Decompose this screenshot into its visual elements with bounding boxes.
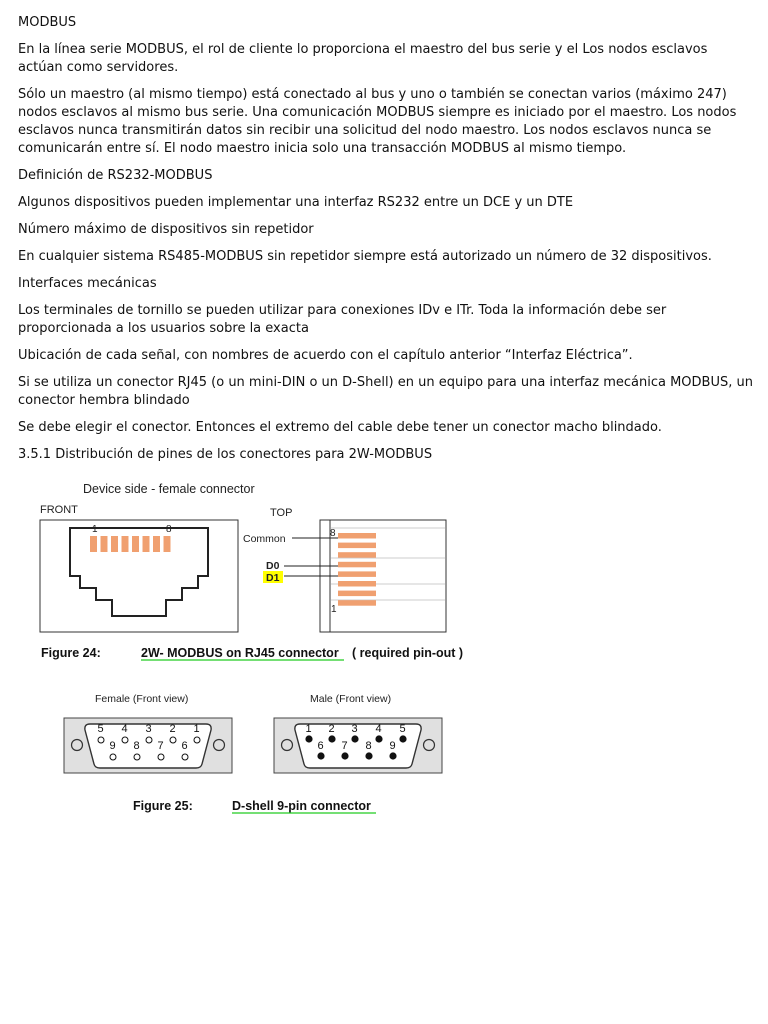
female-pin: [98, 737, 104, 743]
rj45-side-pin: [338, 600, 376, 606]
paragraph-section-heading: 3.5.1 Distribución de pines de los conectores para 2W-MODBUS: [18, 447, 433, 462]
figure-24-note: ( required pin-out ): [352, 646, 464, 660]
female-pin-label: 6: [181, 740, 188, 752]
figure-24-heading: Device side - female connector: [83, 482, 255, 496]
male-pin-label: 1: [305, 723, 312, 735]
rj45-side-pin: [338, 543, 376, 549]
female-pin-label: 4: [121, 723, 128, 735]
paragraph-signal-location: Ubicación de cada señal, con nombres de acuerdo con el capítulo anterior “Interfaz Eléctrica”.: [18, 348, 633, 363]
male-pin-label: 7: [341, 740, 348, 752]
figure-25-number: Figure 25:: [133, 799, 193, 813]
male-pin: [375, 735, 382, 742]
paragraph-terminals: Los terminales de tornillo se pueden utilizar para conexiones IDv e ITr. Toda la información debe ser proporcionada a los usuarios sobre la exacta: [18, 303, 667, 336]
female-pin-label: 9: [109, 740, 116, 752]
male-pin: [351, 735, 358, 742]
paragraph-title: MODBUS: [18, 15, 77, 30]
figure-25-title: D-shell 9-pin connector: [232, 799, 371, 813]
rj45-front-pin: [153, 536, 160, 552]
figure-25-dshell: [60, 688, 450, 818]
female-pin: [170, 737, 176, 743]
rj45-side-pin: [338, 533, 376, 539]
male-pin-label: 5: [399, 723, 406, 735]
rj45-side-pins: [338, 533, 376, 606]
paragraph-rs232: Algunos dispositivos pueden implementar una interfaz RS232 entre un DCE y un DTE: [18, 195, 574, 210]
d0-label: D0: [266, 560, 280, 572]
male-view-label: Male (Front view): [310, 693, 392, 705]
paragraph-roles: En la línea serie MODBUS, el rol de cliente lo proporciona el maestro del bus serie y el Los nodos esclavos actúan como servidores.: [18, 42, 708, 75]
male-pin-label: 4: [375, 723, 382, 735]
female-pin: [122, 737, 128, 743]
rj45-pin8-label: 8: [166, 524, 172, 535]
female-pin: [182, 754, 188, 760]
male-pin: [399, 735, 406, 742]
male-pin-label: 6: [317, 740, 324, 752]
female-pin-label: 2: [169, 723, 176, 735]
rj45-front-pins: [90, 536, 171, 552]
paragraph-master: Sólo un maestro (al mismo tiempo) está conectado al bus y uno o también se conectan varios (máximo 247) nodos esclavos al mismo bus serie. Una comunicación MODBUS siempre es iniciado por el maestro. Los nodos esclavos nunca transmitirán datos sin recibir una solicitud del nodo maestro. Los nodos esclavos nunca se comunicarán entre sí. El nodo maestro inicia solo una transacción MODBUS al mismo tiempo.: [18, 87, 737, 156]
female-pin: [146, 737, 152, 743]
rj45-side-pin: [338, 581, 376, 587]
paragraph-max-devices: En cualquier sistema RS485-MODBUS sin repetidor siempre está autorizado un número de 32 dispositivos.: [18, 249, 712, 264]
male-pin: [341, 752, 348, 759]
rj45-front-pin: [132, 536, 139, 552]
female-view-label: Female (Front view): [95, 693, 189, 705]
female-pin: [194, 737, 200, 743]
paragraph-max-devices-heading: Número máximo de dispositivos sin repetidor: [18, 222, 314, 237]
rj45-front-pin: [101, 536, 108, 552]
rj45-side-pin: [338, 562, 376, 568]
female-pin: [134, 754, 140, 760]
rj45-front-pin: [111, 536, 118, 552]
female-pin: [110, 754, 116, 760]
male-pin: [305, 735, 312, 742]
figure-24-rj45: [30, 476, 490, 666]
paragraph-rj45: Si se utiliza un conector RJ45 (o un mini-DIN o un D-Shell) en un equipo para una interfaz mecánica MODBUS, un conector hembra blindado: [18, 375, 753, 408]
document-body: [18, 14, 753, 473]
rj45-pin1-label: 1: [92, 524, 98, 535]
male-pin-label: 8: [365, 740, 372, 752]
figure-24-number: Figure 24:: [41, 646, 101, 660]
male-pin: [317, 752, 324, 759]
front-label: FRONT: [40, 504, 78, 516]
figure-24-title: 2W- MODBUS on RJ45 connector: [141, 646, 339, 660]
male-pin: [389, 752, 396, 759]
female-pin-label: 3: [145, 723, 152, 735]
paragraph-rs232-heading: Definición de RS232-MODBUS: [18, 168, 213, 183]
side-pin8-label: 8: [330, 528, 336, 539]
rj45-front-pin: [143, 536, 150, 552]
male-pin: [365, 752, 372, 759]
male-pin-label: 3: [351, 723, 358, 735]
female-pin: [158, 754, 164, 760]
rj45-side-pin: [338, 571, 376, 577]
female-pin-label: 8: [133, 740, 140, 752]
male-pin: [328, 735, 335, 742]
rj45-side-pin: [338, 552, 376, 558]
female-pin-label: 5: [97, 723, 104, 735]
female-pin-label: 1: [193, 723, 200, 735]
male-pin-label: 2: [328, 723, 335, 735]
common-label: Common: [243, 533, 286, 545]
rj45-side-pin: [338, 591, 376, 597]
rj45-front-pin: [90, 536, 97, 552]
rj45-front-pin: [164, 536, 171, 552]
side-pin1-label: 1: [331, 604, 337, 615]
male-pin-label: 9: [389, 740, 396, 752]
paragraph-mechanical-heading: Interfaces mecánicas: [18, 276, 157, 291]
paragraph-male-connector: Se debe elegir el conector. Entonces el extremo del cable debe tener un conector macho blindado.: [18, 420, 662, 435]
top-label: TOP: [270, 507, 293, 519]
female-pin-label: 7: [157, 740, 164, 752]
rj45-front-pin: [122, 536, 129, 552]
d1-label: D1: [266, 572, 280, 584]
